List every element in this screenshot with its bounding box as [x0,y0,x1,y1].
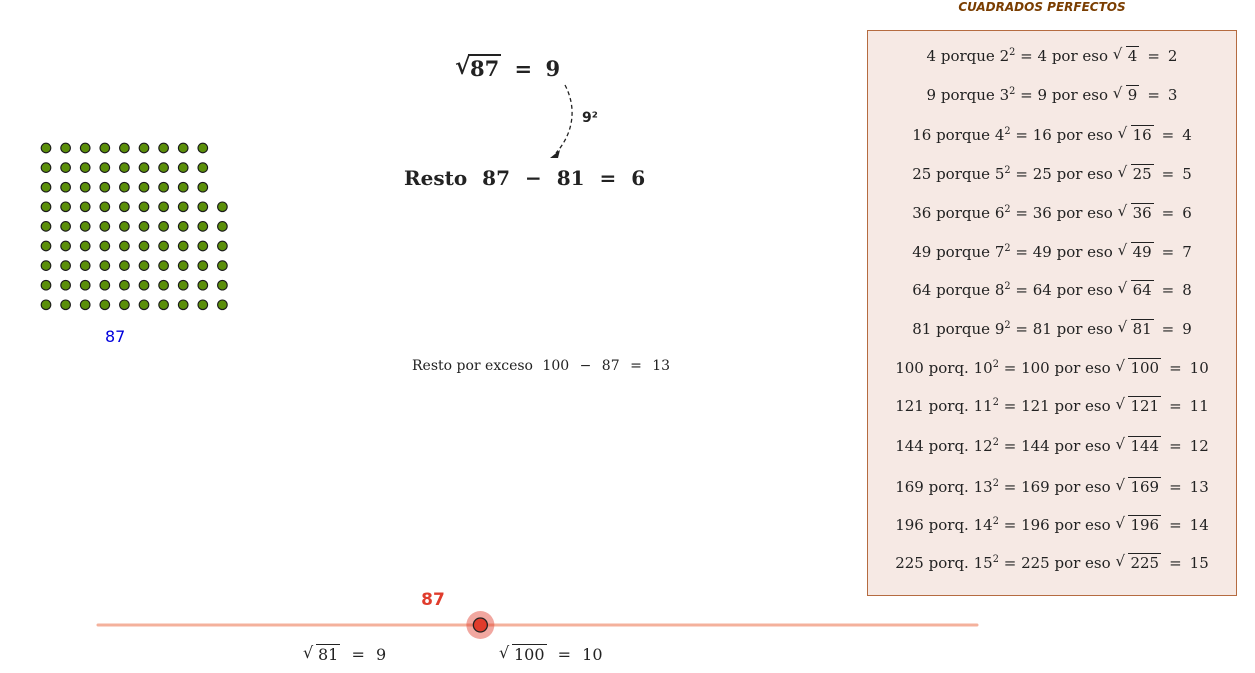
dot [198,222,208,232]
square-por-eso: por eso [1054,437,1111,455]
resto-exceso [412,358,670,374]
square-base: 15 [973,554,993,572]
square-number: 121 [895,397,924,415]
square-row [868,437,1236,455]
square-row [868,554,1236,572]
dot [61,241,71,251]
square-row [868,165,1236,183]
dot [120,300,130,310]
dot-grid [36,138,236,313]
square-eq: = [1015,204,1028,222]
square-radicand: 36 [1132,204,1152,222]
sqrt-symbol [1118,165,1154,183]
dot [61,202,71,212]
dot [139,300,149,310]
dot [61,143,71,153]
dot [41,261,51,271]
square-root: 4 [1182,126,1192,144]
dot [139,182,149,192]
square-eq: = [1003,397,1017,415]
dot [41,143,51,153]
dot [61,222,71,232]
exceso-b: 87 [601,358,620,374]
square-result: 49 [1032,243,1052,261]
dot [100,182,110,192]
dot [80,163,90,173]
resto-minus: − [524,166,542,190]
dot [159,261,169,271]
dot [100,163,110,173]
square-row [868,204,1236,222]
dot [41,182,51,192]
sqrt-symbol [1118,126,1154,144]
square-word: porq. [928,397,969,415]
square-eq2: = [1161,320,1175,338]
square-result: 25 [1032,165,1052,183]
arrow-label: 9² [582,110,598,126]
dot [178,241,188,251]
square-eq2: = [1169,437,1182,455]
dot [218,222,228,232]
square-radicand: 64 [1132,281,1152,299]
square-word: porq. [928,359,969,377]
dot [100,280,110,290]
square-eq: = [1015,165,1028,183]
square-word: porq. [928,478,969,496]
dot [218,261,228,271]
dot [218,202,228,212]
square-root: 7 [1182,243,1192,261]
square-number: 81 [912,320,932,338]
square-result: 16 [1032,126,1052,144]
square-base: 8 [994,281,1005,299]
dot [198,163,208,173]
square-radicand: 196 [1130,516,1160,534]
square-root: 14 [1189,516,1209,534]
dot [80,202,90,212]
dot [139,163,149,173]
square-eq: = [1003,516,1017,534]
dot [198,143,208,153]
square-root: 11 [1189,397,1209,415]
square-word: porque [936,204,991,222]
square-eq2: = [1161,204,1175,222]
sqrt-symbol [1115,516,1161,534]
square-radicand: 4 [1127,47,1138,65]
square-exponent: 2 [1009,47,1016,58]
resto-label: Resto [404,166,468,190]
dot [120,222,130,232]
sqrt-symbol [303,645,340,664]
sqrt-symbol [1118,243,1154,261]
square-por-eso: por eso [1051,86,1109,104]
square-radicand: 121 [1130,397,1160,415]
square-eq2: = [1169,554,1182,572]
square-word: porque [936,320,991,338]
main-sqrt-equation [455,56,560,81]
dot [100,202,110,212]
square-radicand: 81 [1132,320,1152,338]
square-eq: = [1003,554,1017,572]
dot [100,241,110,251]
square-base: 13 [973,478,993,496]
square-radicand: 49 [1132,243,1152,261]
square-eq2: = [1169,516,1182,534]
square-por-eso: por eso [1056,204,1113,222]
square-word: porque [936,126,991,144]
square-arrow-icon [540,80,580,165]
dot [159,202,169,212]
sqrt-symbol [1113,47,1140,65]
resto-a: 87 [482,166,510,190]
sqrt-symbol [1115,437,1161,455]
square-root: 15 [1189,554,1209,572]
square-result: 36 [1032,204,1052,222]
dot [198,280,208,290]
square-base: 7 [994,243,1005,261]
square-exponent: 2 [1004,281,1011,292]
square-root: 5 [1182,165,1192,183]
square-result: 121 [1021,397,1050,415]
dot [198,182,208,192]
square-word: porq. [928,554,969,572]
dot [80,280,90,290]
dot [198,241,208,251]
square-eq: = [1003,437,1017,455]
square-eq: = [1003,359,1017,377]
square-eq2: = [1169,397,1182,415]
square-word: porque [940,86,995,104]
dot [159,182,169,192]
dot [159,300,169,310]
square-word: porque [940,47,995,65]
square-eq2: = [1161,243,1175,261]
square-number: 16 [912,126,932,144]
square-word: porq. [928,516,969,534]
low-equals: = [351,645,365,664]
square-por-eso: por eso [1056,243,1113,261]
square-root: 9 [1182,320,1192,338]
square-exponent: 2 [1004,320,1011,331]
dot [61,261,71,271]
square-root: 6 [1182,204,1192,222]
square-por-eso: por eso [1056,165,1113,183]
square-root: 13 [1189,478,1209,496]
resto-equation [404,166,645,190]
dot [218,241,228,251]
square-exponent: 2 [1004,204,1011,215]
square-root: 10 [1189,359,1209,377]
square-result: 225 [1021,554,1050,572]
dot [178,261,188,271]
square-base: 11 [973,397,993,415]
square-exponent: 2 [992,437,999,448]
dot [41,300,51,310]
dot [80,300,90,310]
exceso-result: 13 [652,358,671,374]
main-radicand: 87 [470,56,500,81]
square-eq2: = [1161,126,1175,144]
slider-high-label [499,645,603,664]
square-eq2: = [1147,47,1160,65]
square-por-eso: por eso [1056,320,1113,338]
sqrt-symbol [499,645,547,664]
square-base: 4 [994,126,1005,144]
square-result: 144 [1021,437,1050,455]
square-number: 144 [895,437,924,455]
exceso-minus: − [579,358,592,374]
square-eq2: = [1161,165,1175,183]
square-base: 14 [973,516,993,534]
dot [120,280,130,290]
square-row [868,243,1236,261]
sqrt-symbol [1118,281,1154,299]
dot [100,143,110,153]
perfect-squares-panel [867,30,1237,596]
square-row [868,47,1236,65]
sqrt-symbol [1115,359,1161,377]
square-base: 9 [994,320,1005,338]
square-root: 3 [1167,86,1178,104]
resto-result: 6 [631,166,646,190]
square-radicand: 169 [1130,478,1160,496]
square-exponent: 2 [992,478,999,489]
exceso-a: 100 [542,358,570,374]
dot [139,202,149,212]
dot [218,280,228,290]
square-result: 9 [1037,86,1048,104]
square-exponent: 2 [1009,86,1016,97]
sqrt-symbol [1115,554,1161,572]
resto-equals: = [599,166,617,190]
dot [178,222,188,232]
square-row [868,516,1236,534]
square-exponent: 2 [1004,165,1011,176]
square-exponent: 2 [992,516,999,527]
square-result: 64 [1032,281,1052,299]
main-equals: = [514,56,533,81]
square-root: 2 [1167,47,1178,65]
square-radicand: 16 [1132,126,1152,144]
dot [198,261,208,271]
square-result: 100 [1021,359,1050,377]
dot [80,182,90,192]
dot [120,143,130,153]
square-radicand: 144 [1130,437,1160,455]
dot [198,202,208,212]
dot [41,222,51,232]
dot [41,202,51,212]
square-por-eso: por eso [1054,516,1111,534]
square-row [868,397,1236,415]
number-slider[interactable] [90,605,990,645]
low-radicand: 81 [318,645,339,664]
square-number: 225 [895,554,924,572]
square-row [868,359,1236,377]
square-number: 169 [895,478,924,496]
slider-value-label: 87 [421,590,445,610]
square-number: 49 [912,243,932,261]
dot [178,202,188,212]
dot [218,300,228,310]
square-number: 64 [912,281,932,299]
dot [178,163,188,173]
square-row [868,320,1236,338]
square-number: 196 [895,516,924,534]
dot [120,241,130,251]
dot-count-label: 87 [105,327,126,346]
square-eq: = [1020,86,1033,104]
exceso-label: Resto por exceso [412,358,533,374]
low-root: 9 [375,645,387,664]
dot [61,163,71,173]
dot [159,280,169,290]
dot [120,202,130,212]
panel-title: CUADRADOS PERFECTOS [958,0,1126,14]
square-word: porq. [928,437,969,455]
square-por-eso: por eso [1056,281,1113,299]
dot [198,300,208,310]
square-number: 4 [926,47,937,65]
square-eq: = [1015,281,1028,299]
square-row [868,86,1236,104]
square-base: 10 [973,359,993,377]
dot [139,222,149,232]
high-equals: = [557,645,572,664]
square-eq2: = [1169,478,1182,496]
dot [120,182,130,192]
square-radicand: 100 [1130,359,1160,377]
square-exponent: 2 [992,554,999,565]
dot [61,182,71,192]
square-result: 196 [1021,516,1050,534]
dot [159,241,169,251]
dot [41,163,51,173]
square-por-eso: por eso [1054,359,1111,377]
dot [61,300,71,310]
main-root: 9 [545,56,561,81]
square-eq2: = [1147,86,1160,104]
square-result: 81 [1032,320,1052,338]
square-radicand: 9 [1127,86,1138,104]
dot [139,261,149,271]
sqrt-symbol [1115,397,1161,415]
dot [139,143,149,153]
square-word: porque [936,281,991,299]
slider-handle[interactable] [473,618,487,632]
square-por-eso: por eso [1054,478,1111,496]
dot [178,182,188,192]
dot [178,280,188,290]
dot [80,241,90,251]
square-eq2: = [1161,281,1175,299]
square-eq: = [1015,320,1028,338]
square-row [868,281,1236,299]
square-number: 36 [912,204,932,222]
square-eq: = [1020,47,1033,65]
square-eq: = [1015,243,1028,261]
square-exponent: 2 [1004,126,1011,137]
square-eq: = [1003,478,1017,496]
dot [120,163,130,173]
square-eq2: = [1169,359,1182,377]
dot [139,280,149,290]
square-root: 12 [1189,437,1209,455]
square-base: 2 [999,47,1010,65]
resto-b: 81 [556,166,585,190]
square-por-eso: por eso [1056,126,1113,144]
square-root: 8 [1182,281,1192,299]
dot [159,143,169,153]
square-por-eso: por eso [1051,47,1109,65]
exceso-equals: = [630,358,642,374]
dot [100,261,110,271]
high-root: 10 [582,645,603,664]
square-result: 169 [1021,478,1050,496]
square-number: 25 [912,165,932,183]
sqrt-symbol [1113,86,1140,104]
square-por-eso: por eso [1054,554,1111,572]
dot [100,300,110,310]
square-base: 3 [999,86,1010,104]
square-word: porque [936,243,991,261]
square-base: 5 [994,165,1005,183]
sqrt-symbol [1118,320,1154,338]
square-radicand: 25 [1132,165,1152,183]
square-number: 9 [926,86,937,104]
square-word: porque [936,165,991,183]
dot [159,222,169,232]
square-number: 100 [895,359,924,377]
dot [80,143,90,153]
dot [178,143,188,153]
dot [61,280,71,290]
dot [120,261,130,271]
square-result: 4 [1037,47,1048,65]
dot [139,241,149,251]
dot [100,222,110,232]
square-exponent: 2 [992,359,999,370]
dot [178,300,188,310]
dot [80,222,90,232]
sqrt-symbol [455,56,501,81]
slider-low-label [303,645,386,664]
dot [80,261,90,271]
square-por-eso: por eso [1054,397,1111,415]
square-radicand: 225 [1130,554,1160,572]
sqrt-symbol [1115,478,1161,496]
square-row [868,478,1236,496]
square-base: 6 [994,204,1005,222]
dot [159,163,169,173]
high-radicand: 100 [514,645,545,664]
square-exponent: 2 [992,397,999,408]
square-eq: = [1015,126,1028,144]
sqrt-symbol [1118,204,1154,222]
dot [41,280,51,290]
square-base: 12 [973,437,993,455]
dot [41,241,51,251]
square-row [868,126,1236,144]
square-exponent: 2 [1004,243,1011,254]
